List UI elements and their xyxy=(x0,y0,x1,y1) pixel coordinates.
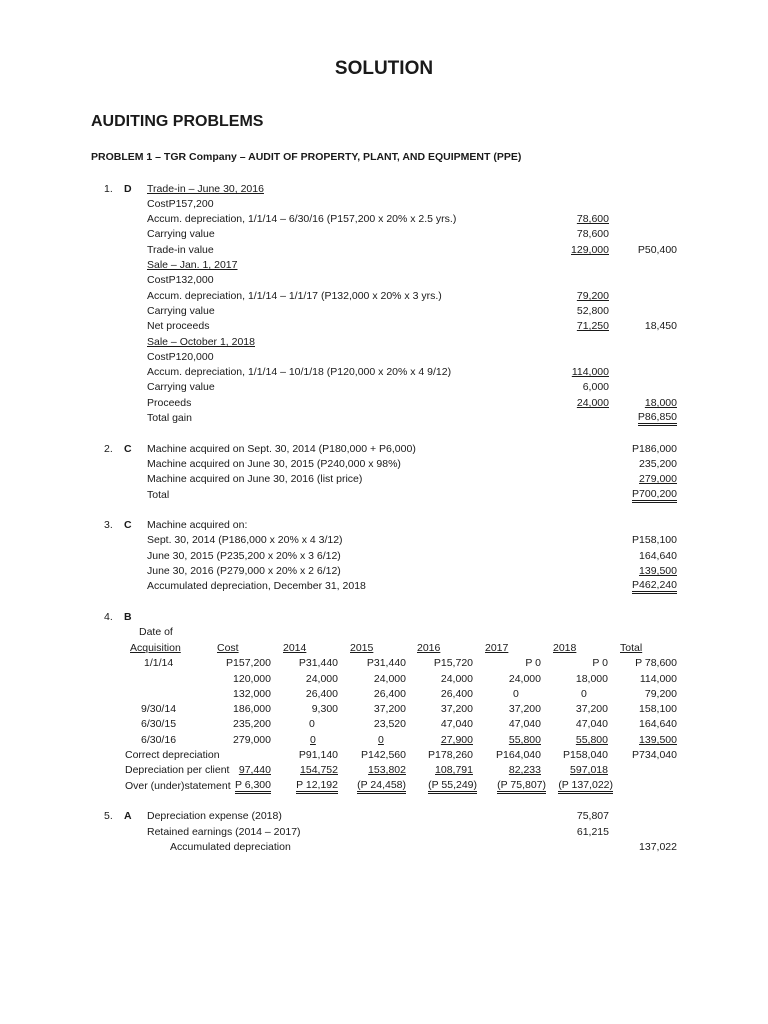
cell-2018: 18,000 xyxy=(575,673,608,685)
question-number: 1. xyxy=(104,183,113,195)
answer-letter: D xyxy=(124,183,132,195)
correct-2015: P142,560 xyxy=(361,749,406,761)
header-total: Total xyxy=(620,642,643,654)
page-title: SOLUTION xyxy=(334,58,434,79)
q5-debit: 61,215 xyxy=(576,826,609,838)
header-cost: Cost xyxy=(217,642,239,654)
correct-depreciation-label: Correct depreciation xyxy=(125,749,220,761)
cell-2018: 0 xyxy=(581,688,587,700)
client-2017: 108,791 xyxy=(435,764,473,776)
header-acquisition: Acquisition xyxy=(130,642,181,654)
client-2015: 154,752 xyxy=(300,764,338,776)
question-number: 2. xyxy=(104,443,113,455)
cell-2015: 37,200 xyxy=(373,703,406,715)
cell-2017: P 0 xyxy=(525,657,541,669)
over-2016: (P 24,458) xyxy=(357,780,406,794)
q3-label: Sept. 30, 2014 (P186,000 x 20% x 4 3/12) xyxy=(147,534,343,546)
cell-2018: P 0 xyxy=(592,657,608,669)
q3-label: June 30, 2016 (P279,000 x 20% x 2 6/12) xyxy=(147,565,341,577)
q2-label: Total xyxy=(147,489,170,501)
question-number: 5. xyxy=(104,810,113,822)
cell-2017: 0 xyxy=(513,688,519,700)
cell-total: 79,200 xyxy=(644,688,677,700)
problem-heading: PROBLEM 1 – TGR Company – AUDIT OF PROPERTY, PLANT, AND EQUIPMENT (PPE) xyxy=(91,151,522,163)
q1-label: Trade-in value xyxy=(147,244,214,256)
answer-letter: C xyxy=(124,519,132,531)
cell-total: P 78,600 xyxy=(635,657,677,669)
cell-total: 158,100 xyxy=(639,703,677,715)
client-2014: 97,440 xyxy=(238,764,271,776)
q1-amount: 71,250 xyxy=(576,320,609,332)
q2-label: Machine acquired on Sept. 30, 2014 (P180,000 + P6,000) xyxy=(147,443,416,455)
client-2018: 82,233 xyxy=(508,764,541,776)
cell-2016: P15,720 xyxy=(433,657,473,669)
q1-label: Carrying value xyxy=(147,381,215,393)
cell-cost: 186,000 xyxy=(233,703,271,715)
over-2018: (P 75,807) xyxy=(497,780,546,794)
q2-label: Machine acquired on June 30, 2016 (list price) xyxy=(147,473,363,485)
q3-label: Accumulated depreciation, December 31, 2018 xyxy=(147,580,366,592)
correct-total: P734,040 xyxy=(632,749,677,761)
per-client-label: Depreciation per client xyxy=(125,764,230,776)
cell-2016: 37,200 xyxy=(440,703,473,715)
correct-2016: P178,260 xyxy=(428,749,473,761)
q1-label: CostP120,000 xyxy=(147,351,214,363)
cell-cost: 132,000 xyxy=(233,688,271,700)
over-2015: P 12,192 xyxy=(296,780,338,794)
client-total: 597,018 xyxy=(570,764,608,776)
cell-2017: 37,200 xyxy=(508,703,541,715)
cell-2014: 9,300 xyxy=(311,703,338,715)
q2-total: P700,200 xyxy=(632,489,677,503)
q3-total: P462,240 xyxy=(632,580,677,594)
header-2017: 2017 xyxy=(485,642,509,654)
cell-2015: 23,520 xyxy=(373,718,406,730)
cell-cost: 279,000 xyxy=(233,734,271,746)
cell-total: 114,000 xyxy=(639,673,677,685)
cell-2018: 37,200 xyxy=(575,703,608,715)
cell-2014: P31,440 xyxy=(298,657,338,669)
q1-subtotal: 18,450 xyxy=(644,320,677,332)
cell-2016: 24,000 xyxy=(440,673,473,685)
cell-2014: 24,000 xyxy=(305,673,338,685)
answer-letter: A xyxy=(124,810,132,822)
cell-2015: P31,440 xyxy=(366,657,406,669)
acq-date: 6/30/16 xyxy=(141,734,177,746)
q3-amount: 164,640 xyxy=(639,550,677,562)
answer-letter: C xyxy=(124,443,132,455)
q2-amount: 235,200 xyxy=(639,458,677,470)
q1-label: Carrying value xyxy=(147,228,215,240)
acq-date: 9/30/14 xyxy=(141,703,177,715)
q5-label: Retained earnings (2014 – 2017) xyxy=(147,826,301,838)
cell-2016: 47,040 xyxy=(440,718,473,730)
cell-2015: 26,400 xyxy=(373,688,406,700)
correct-2017: P164,040 xyxy=(496,749,541,761)
q1-amount: 114,000 xyxy=(571,366,609,378)
cell-2015: 24,000 xyxy=(373,673,406,685)
q1-amount: 78,600 xyxy=(576,228,609,240)
header-2018: 2018 xyxy=(553,642,577,654)
cell-2018: 47,040 xyxy=(575,718,608,730)
cell-2018: 55,800 xyxy=(575,734,608,746)
cell-cost: 120,000 xyxy=(233,673,271,685)
q3-label: June 30, 2015 (P235,200 x 20% x 3 6/12) xyxy=(147,550,341,562)
q1-label: Proceeds xyxy=(147,397,192,409)
q1-subtotal: 18,000 xyxy=(644,397,677,409)
q3-amount: P158,100 xyxy=(632,534,677,546)
q1-amount: 52,800 xyxy=(576,305,609,317)
acq-date: 6/30/15 xyxy=(141,718,177,730)
client-2016: 153,802 xyxy=(368,764,406,776)
correct-2014: P91,140 xyxy=(298,749,338,761)
question-number: 3. xyxy=(104,519,113,531)
q1-label: Accum. depreciation, 1/1/14 – 10/1/18 (P120,000 x 20% x 4 9/12) xyxy=(147,366,452,378)
q1-label: Net proceeds xyxy=(147,320,210,332)
q1-amount: 78,600 xyxy=(576,213,609,225)
cell-2017: 24,000 xyxy=(508,673,541,685)
over-under-label: Over (under)statement xyxy=(125,780,231,792)
cell-2016: 27,900 xyxy=(440,734,473,746)
q5-label: Depreciation expense (2018) xyxy=(147,810,282,822)
cell-2016: 26,400 xyxy=(440,688,473,700)
q2-amount: 279,000 xyxy=(639,473,677,485)
q2-amount: P186,000 xyxy=(632,443,677,455)
q1-total: P86,850 xyxy=(638,412,677,426)
over-total: (P 137,022) xyxy=(558,780,613,794)
cell-2014: 0 xyxy=(310,734,316,746)
q5-label: Accumulated depreciation xyxy=(170,841,291,853)
cell-2017: 55,800 xyxy=(508,734,541,746)
cell-2014: 26,400 xyxy=(305,688,338,700)
q1-label: CostP157,200 xyxy=(147,198,214,210)
q1-label: Trade-in – June 30, 2016 xyxy=(147,183,264,195)
q1-label: Total gain xyxy=(147,412,192,424)
over-2017: (P 55,249) xyxy=(428,780,477,794)
q1-amount: 24,000 xyxy=(576,397,609,409)
date-of-label: Date of xyxy=(139,626,173,638)
q1-label: Accum. depreciation, 1/1/14 – 6/30/16 (P157,200 x 20% x 2.5 yrs.) xyxy=(147,213,457,225)
q1-amount: 79,200 xyxy=(576,290,609,302)
cell-total: 164,640 xyxy=(639,718,677,730)
q1-label: Accum. depreciation, 1/1/14 – 1/1/17 (P132,000 x 20% x 3 yrs.) xyxy=(147,290,442,302)
cell-cost: 235,200 xyxy=(233,718,271,730)
q3-amount: 139,500 xyxy=(639,565,677,577)
q1-label: CostP132,000 xyxy=(147,274,214,286)
over-2014: P 6,300 xyxy=(235,780,271,794)
q1-amount: 6,000 xyxy=(582,381,609,393)
section-heading: AUDITING PROBLEMS xyxy=(91,113,264,130)
cell-cost: P157,200 xyxy=(226,657,271,669)
q1-label: Sale – Jan. 1, 2017 xyxy=(147,259,238,271)
header-2016: 2016 xyxy=(417,642,441,654)
correct-2018: P158,040 xyxy=(563,749,608,761)
acq-date: 1/1/14 xyxy=(144,657,174,669)
cell-total: 139,500 xyxy=(639,734,677,746)
q1-label: Carrying value xyxy=(147,305,215,317)
q3-label: Machine acquired on: xyxy=(147,519,248,531)
cell-2014: 0 xyxy=(309,718,315,730)
q1-amount: 129,000 xyxy=(571,244,609,256)
q5-credit: 137,022 xyxy=(639,841,677,853)
question-number: 4. xyxy=(104,611,113,623)
q2-label: Machine acquired on June 30, 2015 (P240,000 x 98%) xyxy=(147,458,401,470)
q1-subtotal: P50,400 xyxy=(637,244,677,256)
header-2014: 2014 xyxy=(283,642,307,654)
header-2015: 2015 xyxy=(350,642,374,654)
q5-debit: 75,807 xyxy=(576,810,609,822)
cell-2015: 0 xyxy=(378,734,384,746)
q1-label: Sale – October 1, 2018 xyxy=(147,336,255,348)
cell-2017: 47,040 xyxy=(508,718,541,730)
answer-letter: B xyxy=(124,611,132,623)
